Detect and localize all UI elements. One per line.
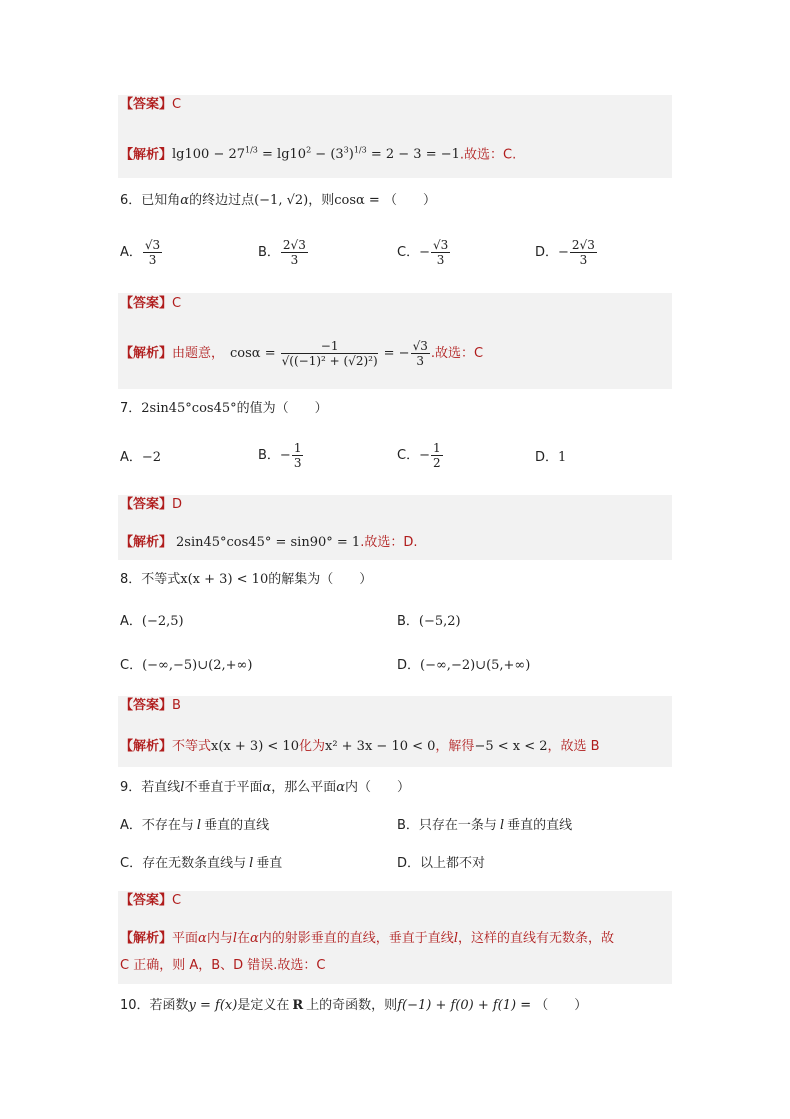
option-text: (−5,2) [418, 614, 461, 629]
frac-num: 2√3 [282, 238, 306, 252]
equals-minus: = − [383, 346, 410, 361]
answer-value: D [172, 497, 183, 512]
stem-text: 的终边过点 [189, 193, 255, 208]
analysis-label: 【解析】 [120, 147, 173, 163]
q10-stem [120, 997, 587, 1015]
q8-option-b [397, 613, 461, 631]
option-letter: C． [120, 856, 143, 871]
stem-text: 上的奇函数，则 [306, 998, 398, 1013]
analysis-formula: 2sin45°cos45° = sin90° = 1 [176, 535, 361, 550]
option-text: (−2,5) [141, 614, 184, 629]
analysis-end: .故选：D. [360, 535, 418, 550]
stem-text: 的值为（ ） [236, 401, 328, 416]
cos-expr: cosα [334, 193, 365, 208]
answer-value: C [172, 893, 182, 908]
option-letter: C． [397, 448, 420, 463]
l-var: l [196, 818, 202, 833]
option-letter: A． [120, 245, 142, 260]
analysis-text: 化为 [298, 739, 325, 754]
l-var: l [232, 931, 237, 946]
frac-den: 3 [436, 253, 445, 267]
q9-option-b [397, 817, 572, 835]
l-var: l [499, 818, 505, 833]
answer-value: C [172, 97, 182, 112]
q8-answer [120, 697, 181, 715]
q9-stem [120, 779, 410, 797]
option-text: 垂直的直线 [507, 818, 573, 833]
stem-text: 是定义在 [237, 998, 290, 1013]
stem-text: 7． [120, 401, 142, 416]
option-text: 垂直的直线 [204, 818, 270, 833]
q8-answer-box [118, 696, 672, 767]
l-var: l [180, 780, 185, 795]
q7-option-b [258, 441, 304, 470]
frac-num: √3 [412, 339, 428, 353]
option-letter: B． [258, 245, 280, 260]
stem-formula: x(x + 3) < 10 [180, 572, 269, 587]
analysis-label: 【解析】 [120, 739, 173, 754]
q6-option-a [120, 238, 163, 267]
stem-text: 8．不等式 [120, 572, 181, 587]
alpha-var: α [262, 780, 272, 795]
option-fraction [431, 238, 450, 267]
option-sign: − [558, 245, 569, 260]
q5-answer-box [118, 95, 672, 178]
stem-formula: 2sin45°cos45° [141, 401, 237, 416]
frac-num: 2√3 [571, 238, 595, 252]
analysis-text: ，解得 [435, 739, 475, 754]
q7-option-c [397, 441, 444, 470]
option-text: 以上都不对 [420, 856, 486, 871]
option-sign: − [279, 448, 291, 463]
analysis-end: .故选：C. [459, 147, 517, 163]
option-fraction [281, 238, 308, 267]
frac-num: 1 [293, 441, 302, 455]
stem-text: 的解集为（ ） [268, 572, 373, 587]
option-text: 只存在一条与 [418, 818, 497, 833]
q8-analysis [120, 738, 600, 756]
option-letter: B． [397, 614, 419, 629]
stem-text: = （ ） [364, 193, 436, 208]
option-text: −2 [141, 450, 162, 465]
analysis-label: 【解析】 [120, 346, 173, 361]
option-letter: A． [120, 818, 142, 833]
stem-text: = （ ） [516, 998, 588, 1013]
option-letter: A． [120, 450, 142, 465]
option-letter: D． [397, 856, 421, 871]
option-letter: D． [397, 658, 421, 673]
stem-text: ，那么平面 [271, 780, 337, 795]
q9-analysis-line1 [120, 930, 614, 948]
option-sign: − [419, 448, 430, 463]
analysis-formula: $\lg 100 - 27^{1/3} = \lg 10^2 - (3^3)^{1/3} = 2 - 3 = -1$ [172, 146, 460, 163]
option-fraction [570, 238, 597, 267]
answer-label: 【答案】 [120, 893, 173, 908]
frac-den: 3 [579, 253, 588, 267]
l-var: l [249, 856, 254, 871]
answer-label: 【答案】 [120, 97, 173, 112]
frac-den: 3 [148, 253, 157, 267]
answer-label: 【答案】 [120, 296, 173, 311]
option-letter: D． [535, 245, 559, 260]
stem-text: 不垂直于平面 [184, 780, 263, 795]
q5-analysis [120, 142, 516, 164]
frac-num: √3 [144, 238, 161, 252]
option-text: 垂直 [256, 856, 283, 871]
analysis-label: 【解析】 [120, 931, 173, 946]
option-fraction [292, 441, 304, 470]
frac-den: 3 [290, 253, 299, 267]
q8-option-d [397, 657, 530, 675]
analysis-text: ，故选 B [547, 739, 600, 754]
answer-value: B [172, 698, 181, 713]
analysis-text: 不等式 [172, 739, 212, 754]
q6-answer [120, 295, 181, 313]
analysis-text: 在 [237, 931, 251, 946]
analysis-text: ，这样的直线有无数条，故 [457, 931, 614, 946]
q9-option-c [120, 855, 282, 873]
analysis-text: 内与 [206, 931, 233, 946]
frac-den: 2 [432, 456, 441, 470]
frac-num: −1 [281, 339, 379, 354]
q6-option-d [535, 238, 598, 267]
option-text: 不存在与 [141, 818, 194, 833]
q9-option-a [120, 817, 269, 835]
frac-den: √((−1)² + (√2)²) [281, 354, 378, 368]
result-fraction [411, 339, 430, 368]
analysis-text: 由题意， [172, 346, 225, 361]
analysis-formula: x² + 3x − 10 < 0 [324, 739, 436, 754]
analysis-end: .故选：C [430, 346, 484, 361]
stem-text: 内（ ） [345, 780, 411, 795]
q6-option-b [258, 238, 309, 267]
q7-analysis [120, 534, 417, 552]
stem-text: ，则 [308, 193, 335, 208]
answer-label: 【答案】 [120, 497, 173, 512]
stem-text: 6．已知角 [120, 193, 181, 208]
q7-option-d [535, 449, 566, 467]
option-fraction [431, 441, 443, 470]
q6-analysis [120, 334, 483, 374]
q6-stem [120, 192, 436, 210]
l-var: l [453, 931, 458, 946]
alpha-var: α [198, 931, 207, 946]
cos-expr: cosα = [230, 346, 276, 361]
frac-den: 3 [293, 456, 302, 470]
analysis-formula: x(x + 3) < 10 [211, 739, 299, 754]
option-sign: − [419, 245, 430, 260]
stem-text: 9．若直线 [120, 780, 181, 795]
frac-num: √3 [432, 238, 449, 252]
alpha-var: α [180, 193, 190, 208]
q9-analysis-line2: C 正确，则 A，B、D 错误.故选：C [120, 958, 326, 973]
q7-stem [120, 400, 328, 418]
option-letter: C． [397, 245, 420, 260]
q9-option-d [397, 855, 485, 873]
analysis-formula: −5 < x < 2 [474, 739, 548, 754]
option-text: (−∞,−5)∪(2,+∞) [142, 658, 253, 673]
option-text: 存在无数条直线与 [142, 856, 247, 871]
answer-label: 【答案】 [120, 698, 173, 713]
alpha-var: α [336, 780, 346, 795]
option-letter: B． [397, 818, 419, 833]
q7-answer [120, 496, 182, 514]
q5-answer [120, 96, 181, 114]
frac-num: 1 [432, 441, 441, 455]
analysis-text: 内的射影垂直的直线，垂直于直线 [258, 931, 454, 946]
option-letter: C． [120, 658, 143, 673]
option-letter: B． [258, 448, 280, 463]
q8-option-a [120, 613, 184, 631]
frac-den: 3 [416, 354, 425, 368]
analysis-fraction [280, 339, 380, 368]
option-letter: D． [535, 450, 559, 465]
q9-answer [120, 892, 181, 910]
option-text: 1 [558, 450, 567, 465]
option-text: (−∞,−2)∪(5,+∞) [420, 658, 531, 673]
option-fraction [143, 238, 162, 267]
option-letter: A． [120, 614, 142, 629]
q7-option-a [120, 449, 161, 467]
answer-value: C [172, 296, 182, 311]
alpha-var: α [250, 931, 259, 946]
q8-option-c [120, 657, 252, 675]
q8-stem [120, 571, 372, 589]
stem-formula: f(−1) + f(0) + f(1) [397, 998, 517, 1013]
analysis-text: 平面 [172, 931, 199, 946]
point: (−1, √2) [254, 193, 309, 208]
analysis-label: 【解析】 [120, 535, 173, 550]
real-set-symbol: R [292, 998, 304, 1013]
stem-text: 10．若函数 [120, 998, 189, 1013]
q6-option-c [397, 238, 451, 267]
stem-formula: y = f(x) [188, 998, 238, 1013]
